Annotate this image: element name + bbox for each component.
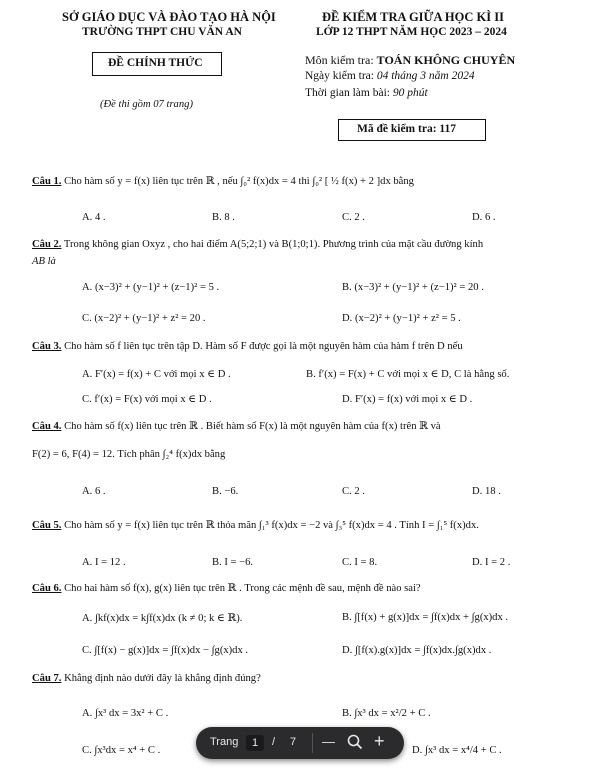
option-c: C. f′(x) = F(x) với mọi x ∈ D .	[82, 394, 212, 405]
date-label: Ngày kiểm tra:	[305, 70, 374, 82]
question-4	[32, 420, 441, 432]
total-pages: 7	[290, 736, 297, 748]
option-b: B. I = −6.	[212, 557, 254, 568]
option-d: D. F′(x) = f(x) với mọi x ∈ D .	[342, 394, 473, 405]
option-a: A. ∫x³ dx = 3x² + C .	[82, 708, 169, 719]
option-c: C. 2 .	[342, 212, 365, 223]
question-text: Cho hai hàm số f(x), g(x) liên tục trên ℝ . Trong các mệnh đề sau, mệnh đề nào sai?	[64, 583, 421, 594]
option-c: C. ∫x³dx = x⁴ + C .	[82, 745, 161, 756]
page-number-input[interactable]: 1	[246, 735, 264, 751]
pdf-page-toolbar	[196, 727, 404, 759]
question-text: Cho hàm số y = f(x) liên tục trên ℝ thỏa mãn ∫₁³ f(x)dx = −2 và ∫₃⁵ f(x)dx = 4 . Tính I = ∫₁⁵ f(x)dx.	[64, 520, 479, 531]
option-a: A. (x−3)² + (y−1)² + (z−1)² = 5 .	[82, 282, 220, 293]
page-separator: /	[272, 736, 276, 748]
question-text: Cho hàm số f(x) liên tục trên ℝ . Biết hàm số F(x) là một nguyên hàm của f(x) trên ℝ và	[64, 421, 441, 432]
time-label: Thời gian làm bài:	[305, 87, 390, 99]
question-label: Câu 3.	[32, 341, 62, 352]
question-text: Trong không gian Oxyz , cho hai điểm A(5;2;1) và B(1;0;1). Phương trình của mặt cầu đường kính	[63, 239, 484, 250]
question-4-cont: F(2) = 6, F(4) = 12. Tích phân ∫₂⁴ f(x)dx bằng	[32, 449, 226, 460]
grade-year: LỚP 12 THPT NĂM HỌC 2023 – 2024	[316, 26, 507, 38]
zoom-in-button[interactable]: +	[374, 731, 385, 751]
option-b: B. −6.	[212, 486, 239, 497]
zoom-icon-button[interactable]	[346, 733, 364, 754]
option-a: A. 4 .	[82, 212, 106, 223]
option-d: D. ∫[f(x).g(x)]dx = ∫f(x)dx.∫g(x)dx .	[342, 645, 492, 656]
pages-note: (Đề thi gồm 07 trang)	[100, 99, 193, 110]
question-label: Câu 5.	[32, 520, 62, 531]
school-name: TRƯỜNG THPT CHU VĂN AN	[82, 26, 242, 38]
zoom-out-button[interactable]: —	[322, 734, 335, 749]
question-6	[32, 582, 421, 594]
question-label: Câu 1.	[32, 176, 62, 187]
option-d: D. 6 .	[472, 212, 496, 223]
subject-label: Môn kiểm tra:	[305, 53, 374, 67]
time-line	[305, 87, 428, 99]
option-b: B. ∫[f(x) + g(x)]dx = ∫f(x)dx + ∫g(x)dx .	[342, 612, 509, 623]
option-c: C. I = 8.	[342, 557, 378, 568]
option-b: B. f′(x) = F(x) + C với mọi x ∈ D, C là hằng số.	[306, 369, 510, 380]
question-text: Cho hàm số y = f(x) liên tục trên ℝ , nếu ∫₀² f(x)dx = 4 thì ∫₀² [ ½ f(x) + 2 ]dx bằng	[64, 176, 414, 187]
option-b: B. 8 .	[212, 212, 235, 223]
date-line	[305, 70, 475, 82]
question-label: Câu 4.	[32, 421, 62, 432]
question-label: Câu 7.	[32, 673, 62, 684]
exam-title: ĐỀ KIỂM TRA GIỮA HỌC KÌ II	[322, 10, 504, 24]
option-b: B. ∫x³ dx = x²/2 + C .	[342, 708, 431, 719]
question-label: Câu 2.	[32, 239, 62, 250]
question-text: Khẳng định nào dưới đây là khẳng định đúng?	[64, 673, 261, 684]
option-d: D. 18 .	[472, 486, 501, 497]
date: 04 tháng 3 năm 2024	[376, 70, 475, 82]
subject-line	[305, 53, 515, 68]
option-d: D. ∫x³ dx = x⁴/4 + C .	[412, 745, 502, 756]
official-label: ĐỀ CHÍNH THỨC	[108, 57, 203, 69]
time: 90 phút	[392, 87, 428, 99]
option-b: B. (x−3)² + (y−1)² + (z−1)² = 20 .	[342, 282, 484, 293]
option-a: A. 6 .	[82, 486, 106, 497]
option-c: C. 2 .	[342, 486, 365, 497]
option-a: A. F′(x) = f(x) + C với mọi x ∈ D .	[82, 369, 231, 380]
dept-name: SỞ GIÁO DỤC VÀ ĐÀO TẠO HÀ NỘI	[62, 10, 276, 24]
option-d: D. (x−2)² + (y−1)² + z² = 5 .	[342, 313, 461, 324]
exam-code: Mã đề kiểm tra: 117	[357, 123, 457, 135]
question-1	[32, 175, 414, 187]
option-a: A. I = 12 .	[82, 557, 126, 568]
page-label: Trang	[210, 736, 239, 748]
subject: TOÁN KHÔNG CHUYÊN	[376, 53, 516, 67]
question-7	[32, 673, 261, 684]
question-2-cont: AB là	[32, 256, 56, 267]
option-d: D. I = 2 .	[472, 557, 511, 568]
toolbar-divider	[312, 733, 313, 753]
option-c: C. (x−2)² + (y−1)² + z² = 20 .	[82, 313, 206, 324]
question-label: Câu 6.	[32, 583, 62, 594]
question-5	[32, 519, 479, 531]
option-c: C. ∫[f(x) − g(x)]dx = ∫f(x)dx − ∫g(x)dx .	[82, 645, 249, 656]
question-3	[32, 341, 463, 352]
question-text: Cho hàm số f liên tục trên tập D. Hàm số F được gọi là một nguyên hàm của hàm f trên D nếu	[64, 341, 463, 352]
option-a: A. ∫kf(x)dx = k∫f(x)dx (k ≠ 0; k ∈ ℝ).	[82, 613, 243, 624]
question-2	[32, 239, 483, 250]
magnifier-icon	[346, 733, 364, 751]
